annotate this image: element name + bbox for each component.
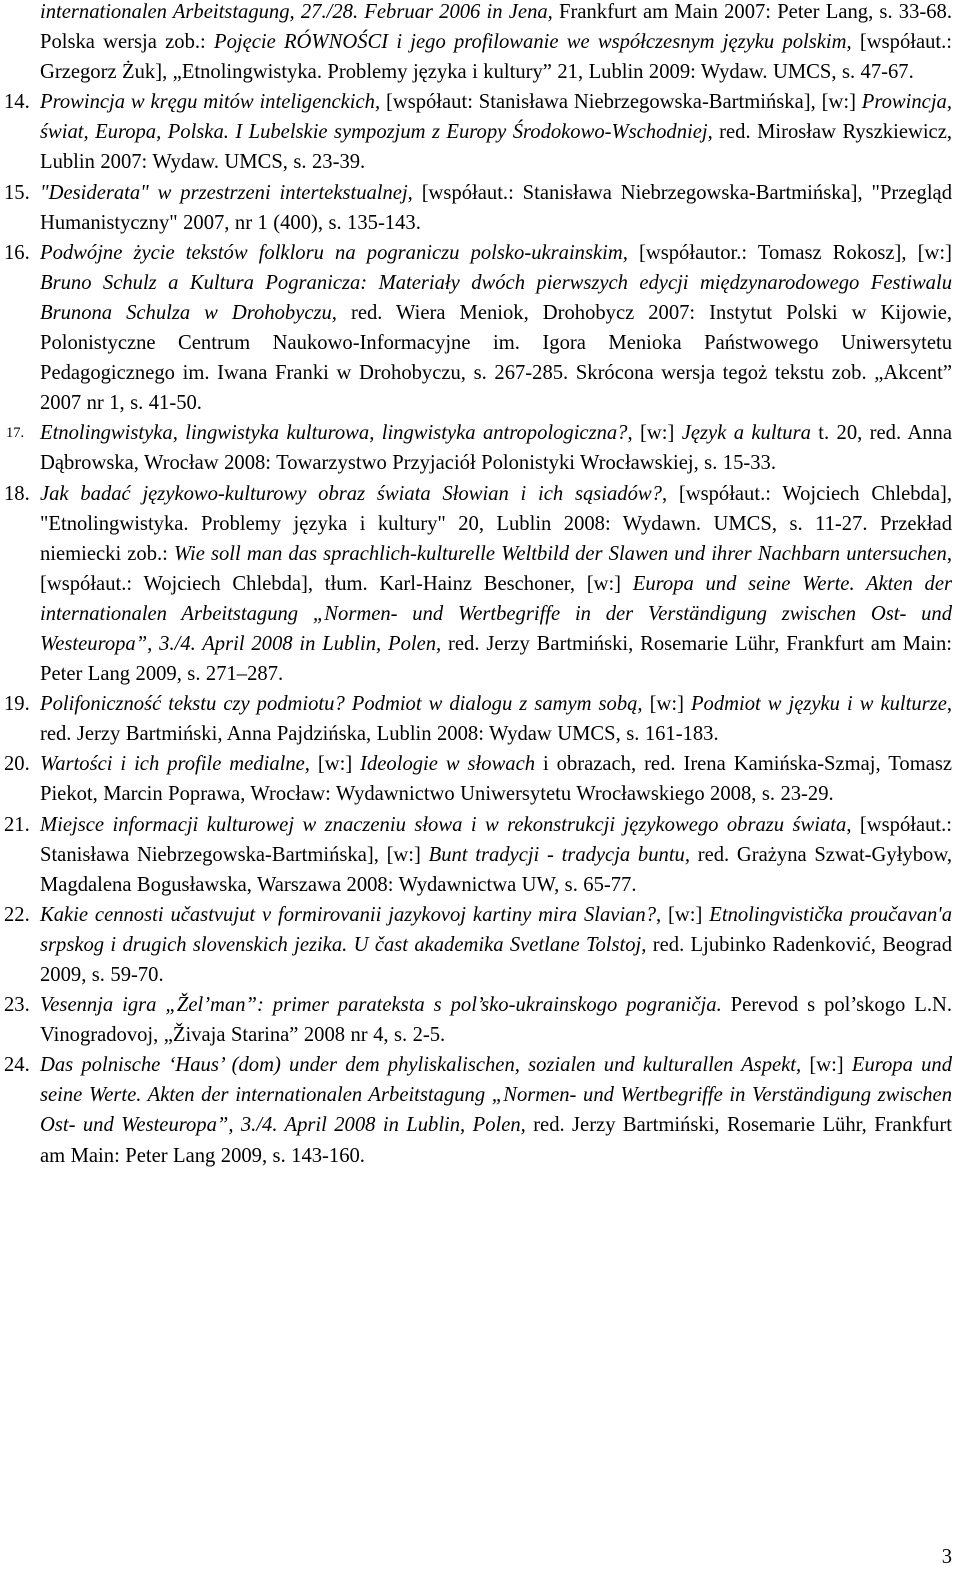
entry-title-italic: Bunt tradycji - tradycja buntu, — [428, 843, 690, 866]
entry-citation-text: red. Wiera Meniok, Drohobycz 2007: Instytut Polski w Kijowie, Polonistyczne Centrum Naukowo-Informacyjne im. Igora Menioka Państwowego Uniwersytetu Pedagogicznego im. Iwana Franki w Drohobyczu, s. 267-285. Skrócona wersja tegoż tekstu zob. „Akcent” 2007 nr 1, s. 41-50. — [40, 301, 952, 415]
bibliography-entry — [0, 0, 960, 87]
entry-text — [40, 182, 952, 234]
entry-title-italic: Etnolingwistyka, lingwistyka kulturowa, lingwistyka antropologiczna? — [40, 422, 628, 445]
entry-text — [40, 91, 952, 173]
entry-citation-text: [współaut.: Stanisława Niebrzegowska-Bartmińska], "Przegląd Humanistyczny" 2007, nr 1 (400), s. 135-143. — [40, 181, 952, 234]
bibliography-entry — [0, 418, 960, 478]
entry-number: 19. — [4, 693, 30, 716]
entry-title-italic: Prowincja w kręgu mitów inteligenckich, — [40, 91, 381, 114]
entry-number: 14. — [4, 91, 30, 114]
entry-text — [40, 753, 952, 805]
bibliography-entry — [0, 990, 960, 1050]
entry-text — [40, 994, 952, 1046]
entry-number: 17. — [6, 425, 25, 442]
entry-title-italic: Wartości i ich profile medialne — [40, 753, 305, 776]
entry-text — [40, 1, 952, 83]
entry-title-italic: Europa und seine Werte. Akten der internationalen Arbeitstagung „Normen- und Wertbegriffe in Verständigung zwischen Ost- und Westeuropa”, 3./4. April 2008 in Lublin, Polen, — [40, 1054, 952, 1137]
entry-text — [40, 904, 952, 986]
entry-number: 24. — [4, 1054, 30, 1077]
bibliography-entry — [0, 1050, 960, 1170]
bibliography-entry — [0, 900, 960, 990]
entry-title-italic: Etnolingvistička proučavan'a srpskog i drugich slovenskich jezika. U čast akademika Svetlane Tolstoj, — [40, 903, 952, 956]
entry-title-italic: Wie soll man das sprachlich-kulturelle Weltbild der Slawen und ihrer Nachbarn untersuchen — [174, 542, 947, 565]
entry-title-italic: Podwójne życie tekstów folkloru na pograniczu polsko-ukrainskim, — [40, 241, 628, 264]
bibliography-entry — [0, 238, 960, 419]
entry-title-italic: Prowincja, świat, Europa, Polska. I Lubelskie sympozjum z Europy Środokowo-Wschodniej, — [40, 91, 952, 144]
entry-text — [40, 242, 952, 414]
entry-citation-text: i obrazach, red. Irena Kamińska-Szmaj, Tomasz Piekot, Marcin Poprawa, Wrocław: Wydawnictwo Uniwersytetu Wrocławskiego 2008, s. 23-29. — [40, 753, 953, 806]
entry-citation-text: [w:] — [801, 1054, 852, 1077]
entry-title-italic: Miejsce informacji kulturowej w znaczeniu słowa i w rekonstrukcji językowego obrazu świata — [40, 813, 847, 836]
entry-citation-text: Frankfurt am Main 2007: Peter Lang, s. 33-68. Polska wersja zob.: — [40, 1, 953, 54]
entry-number: 20. — [4, 753, 30, 776]
entry-text — [40, 422, 952, 474]
entry-number: 15. — [4, 181, 30, 204]
entry-citation-text: , [w:] — [627, 422, 682, 445]
entry-citation-text: [współaut: Stanisława Niebrzegowska-Bartmińska], [w:] — [380, 91, 862, 114]
entry-citation-text: , [współaut.: Stanisława Niebrzegowska-Bartmińska], [w:] — [40, 813, 952, 866]
entry-title-italic: Ideologie w słowach — [360, 753, 536, 776]
entry-citation-text: , [w:] — [304, 753, 361, 776]
bibliography-entry — [0, 810, 960, 900]
entry-title-italic: Das polnische ‘Haus’ (dom) under dem phyliskalischen, sozialen und kulturallen Aspekt, — [40, 1054, 802, 1077]
entry-title-italic: Pojęcie RÓWNOŚCI i jego profilowanie we współczesnym języku polskim, — [214, 31, 852, 54]
entry-citation-text: , [w:] — [656, 903, 710, 926]
entry-citation-text: red. Jerzy Bartmiński, Rosemarie Lühr, Frankfurt am Main: Peter Lang 2009, s. 143-160. — [40, 1114, 952, 1167]
entry-title-italic: Kakie cennosti učastvujut v formirovanii jazykovoj kartiny mira Slavian? — [40, 903, 657, 926]
entry-title-italic: Język a kultura — [681, 422, 811, 445]
bibliography-entry — [0, 749, 960, 809]
entry-citation-text: , [współaut.: Wojciech Chlebda], tłum. Karl-Hainz Beschoner, [w:] — [40, 542, 953, 595]
entry-title-italic: Podmiot w języku i w kulturze — [690, 693, 947, 716]
entry-citation-text: , red. Jerzy Bartmiński, Anna Pajdzińska, Lublin 2008: Wydaw UMCS, s. 161-183. — [40, 693, 952, 746]
entry-title-italic: Jak badać językowo-kulturowy obraz świata Słowian i ich sąsiadów? — [40, 482, 662, 505]
entry-citation-text: red. Jerzy Bartmiński, Rosemarie Lühr, Frankfurt am Main: Peter Lang 2009, s. 271–287. — [40, 632, 952, 686]
entry-number: 18. — [4, 482, 30, 505]
entry-title-italic: Bruno Schulz a Kultura Pogranicza: Materiały dwóch pierwszych edycji międzynarodowego Festiwalu Brunona Schulza w Drohobyczu, — [40, 271, 952, 324]
entry-title-italic: "Desiderata" w przestrzeni intertekstualnej, — [40, 181, 413, 204]
entry-number: 22. — [4, 903, 30, 926]
bibliography-entry — [0, 87, 960, 177]
entry-citation-text: [współautor.: Tomasz Rokosz], [w:] — [627, 241, 952, 264]
entry-citation-text: [współaut.: Grzegorz Żuk], „Etnolingwistyka. Problemy języka i kultury” 21, Lublin 2009: Wydaw. UMCS, s. 47-67. — [40, 31, 952, 84]
entry-citation-text: [w:] — [642, 693, 691, 716]
entry-text — [40, 693, 952, 745]
entry-text — [40, 814, 952, 896]
entry-title-italic: internationalen Arbeitstagung, 27./28. Februar 2006 in Jena, — [40, 1, 560, 23]
entry-citation-text: red. Grażyna Szwat-Gyłybow, Magdalena Bogusławska, Warszawa 2008: Wydawnictwa UW, s. 65-77. — [40, 843, 953, 896]
entry-text — [40, 1054, 952, 1166]
page-number: 3 — [941, 1546, 952, 1568]
entry-citation-text: red. Ljubinko Radenković, Beograd 2009, s. 59-70. — [40, 933, 952, 986]
entry-citation-text: red. Mirosław Ryszkiewicz, Lublin 2007: Wydaw. UMCS, s. 23-39. — [40, 121, 952, 174]
entry-citation-text: , [współaut.: Wojciech Chlebda], "Etnolingwistyka. Problemy języka i kultury" 20, Lublin 2008: Wydawn. UMCS, s. 11-27. Przekład niemiecki zob.: — [40, 482, 952, 565]
bibliography-entry — [0, 479, 960, 690]
entry-citation-text: Perevod s pol’skogo L.N. Vinogradovoj, „Živaja Starina” 2008 nr 4, s. 2-5. — [40, 994, 952, 1047]
entry-citation-text: t. 20, red. Anna Dąbrowska, Wrocław 2008: Towarzystwo Przyjaciół Polonistyki Wrocławskiej, s. 15-33. — [40, 422, 952, 475]
entry-text — [40, 483, 952, 686]
bibliography-entry — [0, 178, 960, 238]
entry-title-italic: Vesennja igra „Žel’man”: primer parateksta s pol’sko-ukrainskogo pograničja. — [40, 994, 722, 1017]
entry-number: 21. — [4, 813, 30, 836]
entry-number: 23. — [4, 994, 30, 1017]
entry-title-italic: Europa und seine Werte. Akten der internationalen Arbeitstagung „Normen- und Wertbegriffe in der Verständigung zwischen Ost- und Westeuropa”, 3./4. April 2008 in Lublin, Polen, — [40, 572, 952, 655]
entry-title-italic: Polifoniczność tekstu czy podmiotu? Podmiot w dialogu z samym sobą, — [40, 693, 643, 716]
bibliography-entry — [0, 689, 960, 749]
entry-number: 16. — [4, 241, 30, 264]
